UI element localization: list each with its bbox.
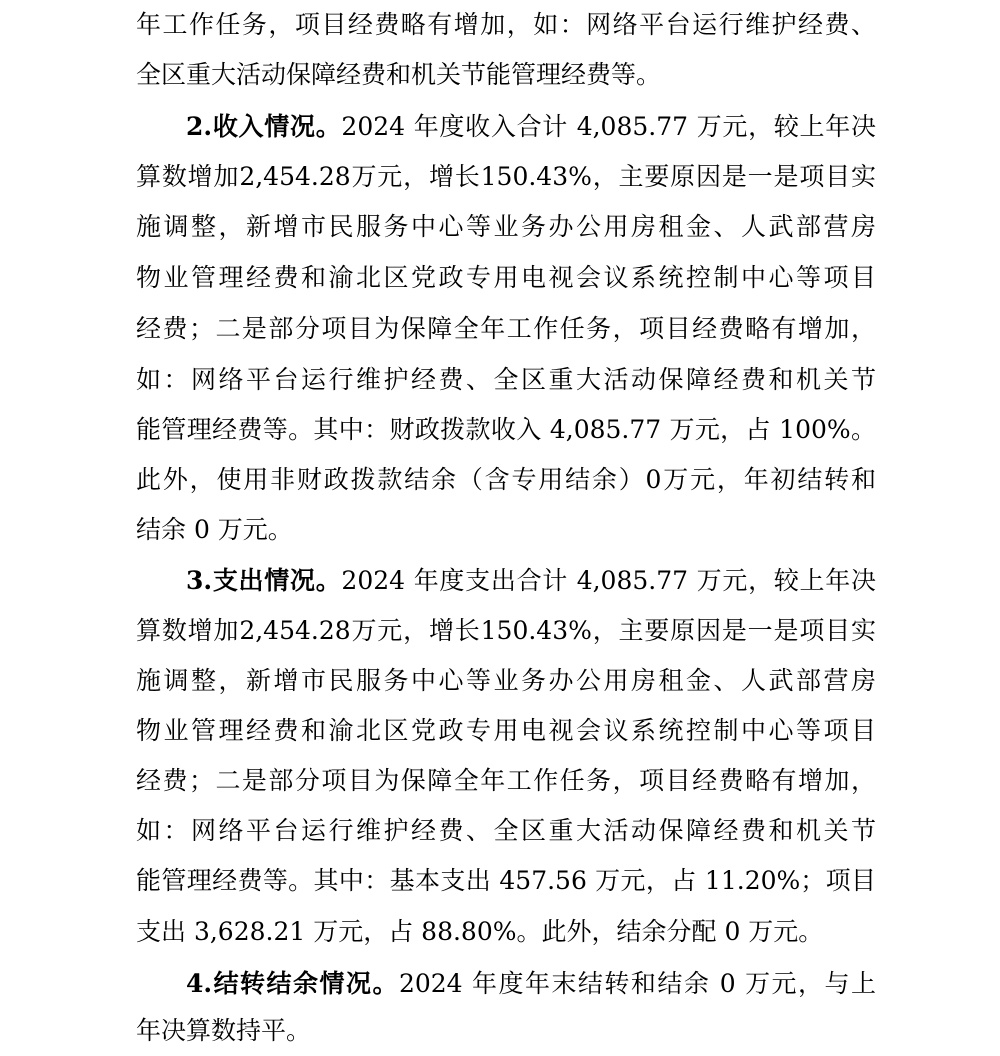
income-line: 如：网络平台运行维护经费、全区重大活动保障经费和机关节 (136, 365, 876, 394)
expenditure-first-line-text: 2024 年度支出合计 4,085.77 万元，较上年决 (341, 566, 876, 595)
income-line: 经费；二是部分项目为保障全年工作任务，项目经费略有增加， (136, 314, 876, 343)
carryover-line: 年决算数持平。 (136, 1016, 312, 1045)
income-line: 能管理经费等。其中：财政拨款收入 4,085.77 万元，占 100%。 (136, 415, 876, 444)
intro-line-1: 年工作任务，项目经费略有增加，如：网络平台运行维护经费、 (136, 10, 876, 39)
income-line: 此外，使用非财政拨款结余（含专用结余）0万元，年初结转和 (136, 465, 876, 494)
income-heading: 2.收入情况。 (186, 112, 342, 141)
expenditure-line: 支出 3,628.21 万元，占 88.80%。此外，结余分配 0 万元。 (136, 917, 824, 946)
income-line: 算数增加2,454.28万元，增长150.43%，主要原因是一是项目实 (136, 162, 876, 191)
carryover-heading: 4.结转结余情况。 (186, 969, 399, 998)
income-first-line-text: 2024 年度收入合计 4,085.77 万元，较上年决 (341, 112, 876, 141)
income-first-line (186, 102, 876, 152)
expenditure-line: 施调整，新增市民服务中心等业务办公用房租金、人武部营房 (136, 666, 876, 695)
carryover-first-line (186, 959, 876, 1009)
income-line: 物业管理经费和渝北区党政专用电视会议系统控制中心等项目 (136, 263, 876, 292)
intro-line-2: 全区重大活动保障经费和机关节能管理经费等。 (136, 60, 662, 89)
expenditure-line: 物业管理经费和渝北区党政专用电视会议系统控制中心等项目 (136, 716, 876, 745)
expenditure-line: 能管理经费等。其中：基本支出 457.56 万元，占 11.20%；项目 (136, 866, 876, 895)
carryover-first-line-text: 2024 年度年末结转和结余 0 万元，与上 (398, 969, 877, 998)
income-line: 结余 0 万元。 (136, 515, 293, 544)
expenditure-line: 如：网络平台运行维护经费、全区重大活动保障经费和机关节 (136, 816, 876, 845)
expenditure-first-line (186, 556, 876, 606)
expenditure-line: 经费；二是部分项目为保障全年工作任务，项目经费略有增加， (136, 766, 876, 795)
expenditure-line: 算数增加2,454.28万元，增长150.43%，主要原因是一是项目实 (136, 616, 876, 645)
expenditure-heading: 3.支出情况。 (186, 566, 342, 595)
income-line: 施调整，新增市民服务中心等业务办公用房租金、人武部营房 (136, 212, 876, 241)
